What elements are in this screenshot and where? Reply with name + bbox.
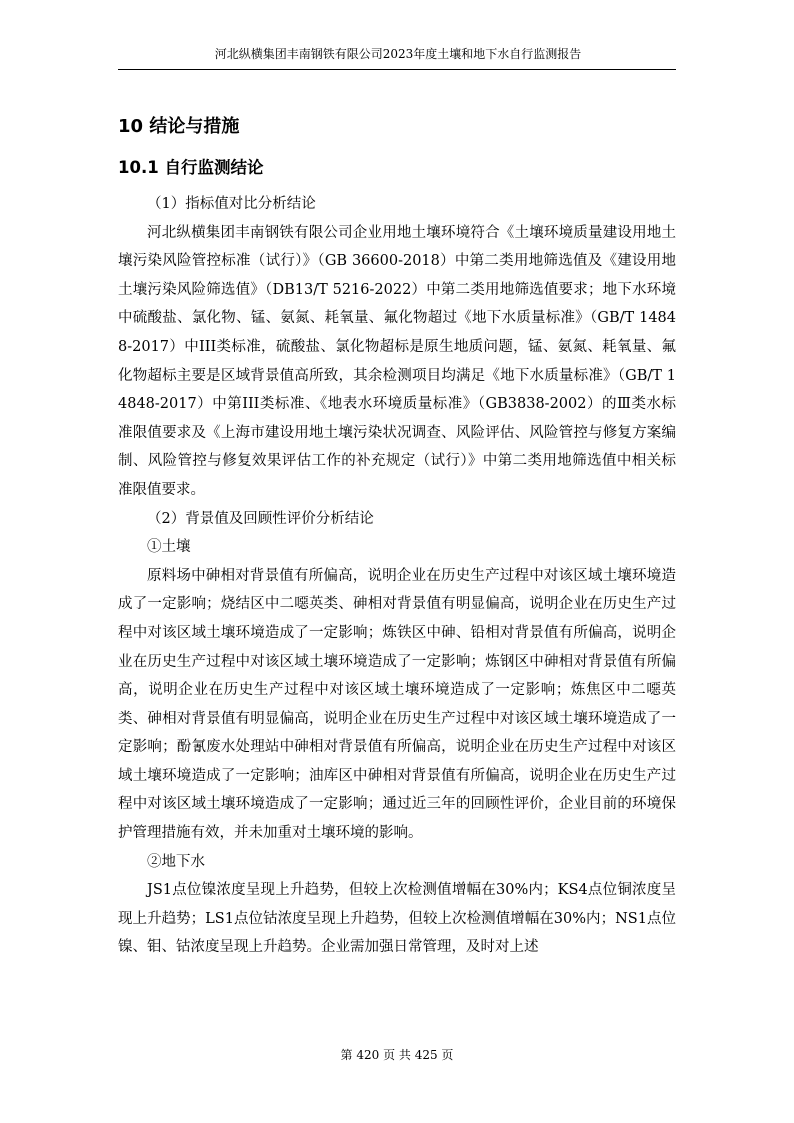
subsection-label: （2）背景值及回顾性评价分析结论 — [147, 510, 374, 527]
page-number: 第 420 页 共 425 页 — [340, 1048, 454, 1062]
chapter-heading: 10 结论与措施 — [118, 116, 240, 137]
item-label: ①土壤 — [147, 539, 191, 556]
paragraph: 河北纵横集团丰南钢铁有限公司企业用地土壤环境符合《土壤环境质量建设用地土壤污染风险管控标准（试行）》（GB 36600-2018）中第二类用地筛选值及《建设用地土壤污染风险筛选值》（DB13/T 5216-2022）中第二类用地筛选值要求；地下水环境中硫酸盐、氯化物、锰、氨氮、耗氧量、氟化物超过《地下水质量标准》（GB/T 14848-2017）中III类标准，硫酸盐、氯化物超标是原生地质问题，锰、氨氮、耗氧量、氟化物超标主要是区域背景值高所致，其余检测项目均满足《地下水质量标准》（GB/T 14848-2017）中第III类标准、《地表水环境质量标准》（GB3838-2002）的Ⅲ类水标准限值要求及《上海市建设用地土壤污染状况调查、风险评估、风险管控与修复方案编制、风险管控与修复效果评估工作的补充规定（试行）》中第二类用地筛选值中相关标准限值要求。 — [118, 224, 676, 498]
item-label: ②地下水 — [147, 853, 205, 870]
paragraph: JS1点位镍浓度呈现上升趋势，但较上次检测值增幅在30%内；KS4点位铜浓度呈现上升趋势；LS1点位钴浓度呈现上升趋势，但较上次检测值增幅在30%内；NS1点位镍、钼、钴浓度呈现上升趋势。企业需加强日常管理，及时对上述 — [118, 882, 676, 956]
section-heading: 10.1 自行监测结论 — [118, 158, 264, 177]
header-divider — [118, 69, 676, 70]
running-header: 河北纵横集团丰南钢铁有限公司2023年度土壤和地下水自行监测报告 — [214, 47, 582, 61]
paragraph: 原料场中砷相对背景值有所偏高，说明企业在历史生产过程中对该区域土壤环境造成了一定影响；烧结区中二噁英类、砷相对背景值有明显偏高，说明企业在历史生产过程中对该区域土壤环境造成了一定影响；炼铁区中砷、铅相对背景值有所偏高，说明企业在历史生产过程中对该区域土壤环境造成了一定影响；炼钢区中砷相对背景值有所偏高，说明企业在历史生产过程中对该区域土壤环境造成了一定影响；炼焦区中二噁英类、砷相对背景值有明显偏高，说明企业在历史生产过程中对该区域土壤环境造成了一定影响；酚氰废水处理站中砷相对背景值有所偏高，说明企业在历史生产过程中对该区域土壤环境造成了一定影响；油库区中砷相对背景值有所偏高，说明企业在历史生产过程中对该区域土壤环境造成了一定影响；通过近三年的回顾性评价，企业目前的环境保护管理措施有效，并未加重对土壤环境的影响。 — [118, 567, 676, 842]
body-text — [118, 190, 676, 962]
subsection-label: （1）指标值对比分析结论 — [147, 196, 316, 212]
